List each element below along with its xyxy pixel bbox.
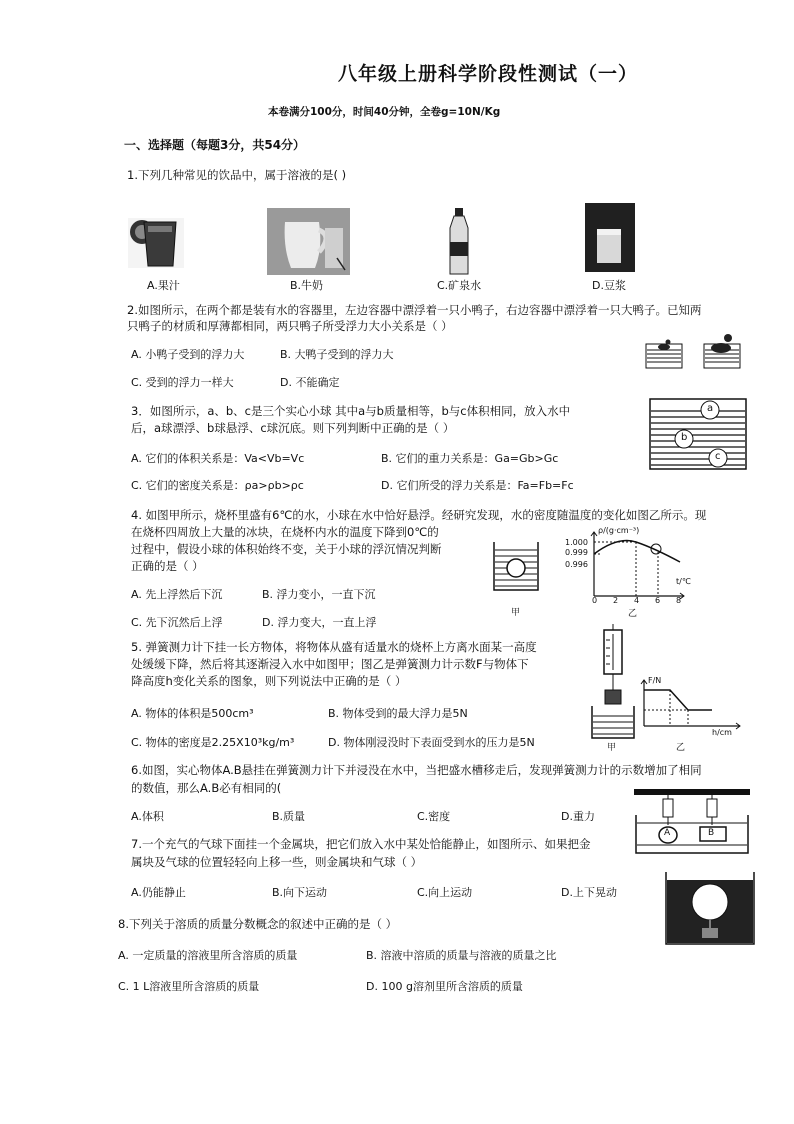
fig-jia-label: 甲 — [511, 608, 521, 618]
q1-option-c: C.矿泉水 — [437, 279, 482, 292]
exam-title: 八年级上册科学阶段性测试（一） — [338, 63, 639, 85]
density-tick-0996: 0.996 — [565, 560, 588, 569]
section-heading: 一、选择题（每题3分，共54分） — [124, 138, 306, 152]
object-a-label: A — [664, 828, 671, 838]
q2-option-c: C. 受到的浮力一样大 — [131, 376, 234, 389]
juice-glass-image — [128, 212, 184, 268]
q4-option-a: A. 先上浮然后下沉 — [131, 588, 223, 601]
milk-jug-image — [267, 208, 350, 275]
q7-stem-line1: 7.一个充气的气球下面挂一个金属块，把它们放入水中某处恰能静止，如图所示、如果把金 — [131, 837, 591, 851]
q2-option-a: A. 小鸭子受到的浮力大 — [131, 348, 245, 361]
q5-option-d: D. 物体刚浸没时下表面受到水的压力是5N — [328, 736, 535, 749]
q3-option-b: B. 它们的重力关系是：Ga=Gb>Gc — [381, 452, 559, 465]
q7-stem-line2: 属块及气球的位置轻轻向上移一些，则金属块和气球（ ） — [131, 855, 423, 869]
q4-option-b: B. 浮力变小，一直下沉 — [262, 588, 376, 601]
q5-option-b: B. 物体受到的最大浮力是5N — [328, 707, 468, 720]
q3-option-a: A. 它们的体积关系是：Va<Vb=Vc — [131, 452, 305, 465]
q3-option-c: C. 它们的密度关系是：ρa>ρb>ρc — [131, 479, 304, 492]
q6-option-d: D.重力 — [561, 810, 595, 823]
q1-option-a: A.果汁 — [147, 279, 180, 292]
q2-option-d: D. 不能确定 — [280, 376, 340, 389]
q7-option-a: A.仍能静止 — [131, 886, 186, 899]
q5-stem-line3: 降高度h变化关系的图象，则下列说法中正确的是（ ） — [131, 674, 407, 688]
q1-option-d: D.豆浆 — [592, 279, 626, 292]
temp-axis-label: t/℃ — [676, 577, 691, 586]
q6-stem-line2: 的数值，那么A.B必有相同的( — [131, 781, 282, 795]
q8-option-b: B. 溶液中溶质的质量与溶液的质量之比 — [366, 949, 557, 962]
q8-option-a: A. 一定质量的溶液里所含溶质的质量 — [118, 949, 298, 962]
q4-stem-line3: 过程中，假设小球的体积始终不变，关于小球的浮沉情况判断 — [131, 542, 442, 556]
q8-option-d: D. 100 g溶剂里所含溶质的质量 — [366, 980, 523, 993]
q3-option-d: D. 它们所受的浮力关系是：Fa=Fb=Fc — [381, 479, 574, 492]
q3-stem-line2: 后，a球漂浮、b球悬浮、c球沉底。则下列判断中正确的是（ ） — [131, 421, 455, 435]
density-tick-1000: 1.000 — [565, 538, 588, 547]
q5-option-a: A. 物体的体积是500cm³ — [131, 707, 254, 720]
force-height-graph — [640, 678, 744, 734]
q4-option-c: C. 先下沉然后上浮 — [131, 616, 223, 629]
height-axis-label: h/cm — [712, 728, 732, 737]
density-axis-label: ρ/(g·cm⁻³) — [598, 526, 640, 535]
fig5-jia-label: 甲 — [607, 743, 617, 753]
q2-stem-line2: 只鸭子的材质和厚薄都相同，两只鸭子所受浮力大小关系是（ ） — [127, 319, 453, 333]
fig-yi-label: 乙 — [628, 609, 638, 619]
duck-containers-figure — [644, 334, 744, 370]
q6-stem-line1: 6.如图，实心物体A.B悬挂在弹簧测力计下并浸没在水中，当把盛水槽移走后，发现弹簧测力计的示数增加了相同 — [131, 763, 702, 777]
mineral-water-bottle-image — [444, 208, 474, 276]
density-tick-0999: 0.999 — [565, 548, 588, 557]
temp-tick-4: 4 — [634, 596, 640, 605]
fig5-yi-label: 乙 — [676, 743, 686, 753]
beaker-ball-figure — [490, 540, 542, 594]
object-b-label: B — [708, 828, 715, 838]
temp-tick-6: 6 — [655, 596, 661, 605]
q6-option-a: A.体积 — [131, 810, 164, 823]
ball-c-label: c — [715, 451, 721, 462]
q4-stem-line4: 正确的是（ ） — [131, 559, 204, 573]
spring-scale-beaker-figure — [588, 624, 638, 742]
q8-stem: 8.下列关于溶质的质量分数概念的叙述中正确的是（ ） — [118, 917, 398, 931]
q5-option-c: C. 物体的密度是2.25X10³kg/m³ — [131, 736, 295, 749]
balloon-metal-figure — [664, 870, 756, 946]
q6-option-c: C.密度 — [417, 810, 451, 823]
q4-stem-line1: 4. 如图甲所示，烧杯里盛有6℃的水，小球在水中恰好悬浮。经研究发现，水的密度随温度的变化如图乙所示。现 — [131, 508, 707, 522]
ball-b-label: b — [681, 432, 688, 443]
q2-stem-line1: 2.如图所示，在两个都是装有水的容器里，左边容器中漂浮着一只小鸭子，右边容器中漂浮着一只大鸭子。已知两 — [127, 303, 702, 317]
soy-milk-image — [585, 203, 635, 272]
q7-option-c: C.向上运动 — [417, 886, 473, 899]
three-balls-tank-figure — [648, 397, 748, 471]
q6-option-b: B.质量 — [272, 810, 306, 823]
q5-stem-line1: 5. 弹簧测力计下挂一长方物体，将物体从盛有适量水的烧杯上方离水面某一高度 — [131, 640, 537, 654]
density-temperature-graph — [588, 530, 688, 604]
q3-stem-line1: 3．如图所示，a、b、c是三个实心小球 其中a与b质量相等，b与c体积相同，放入水中 — [131, 404, 571, 418]
q7-option-b: B.向下运动 — [272, 886, 328, 899]
q4-stem-line2: 在烧杯四周放上大量的冰块，在烧杯内水的温度下降到0℃的 — [131, 525, 439, 539]
force-axis-label: F/N — [648, 676, 662, 685]
ball-a-label: a — [707, 403, 714, 414]
q1-stem: 1.下列几种常见的饮品中，属于溶液的是( ) — [127, 168, 347, 182]
q1-option-b: B.牛奶 — [290, 279, 324, 292]
temp-tick-2: 2 — [613, 596, 619, 605]
q7-option-d: D.上下晃动 — [561, 886, 617, 899]
temp-tick-0: 0 — [592, 596, 598, 605]
exam-subtitle: 本卷满分100分，时间40分钟，全卷g=10N/Kg — [268, 106, 501, 118]
temp-tick-8: 8 — [676, 596, 682, 605]
q5-stem-line2: 处缓缓下降，然后将其逐渐浸入水中如图甲；图乙是弹簧测力计示数F与物体下 — [131, 657, 529, 671]
hanging-objects-tank-figure — [632, 787, 752, 859]
q8-option-c: C. 1 L溶液里所含溶质的质量 — [118, 980, 260, 993]
q2-option-b: B. 大鸭子受到的浮力大 — [280, 348, 394, 361]
q4-option-d: D. 浮力变大，一直上浮 — [262, 616, 377, 629]
